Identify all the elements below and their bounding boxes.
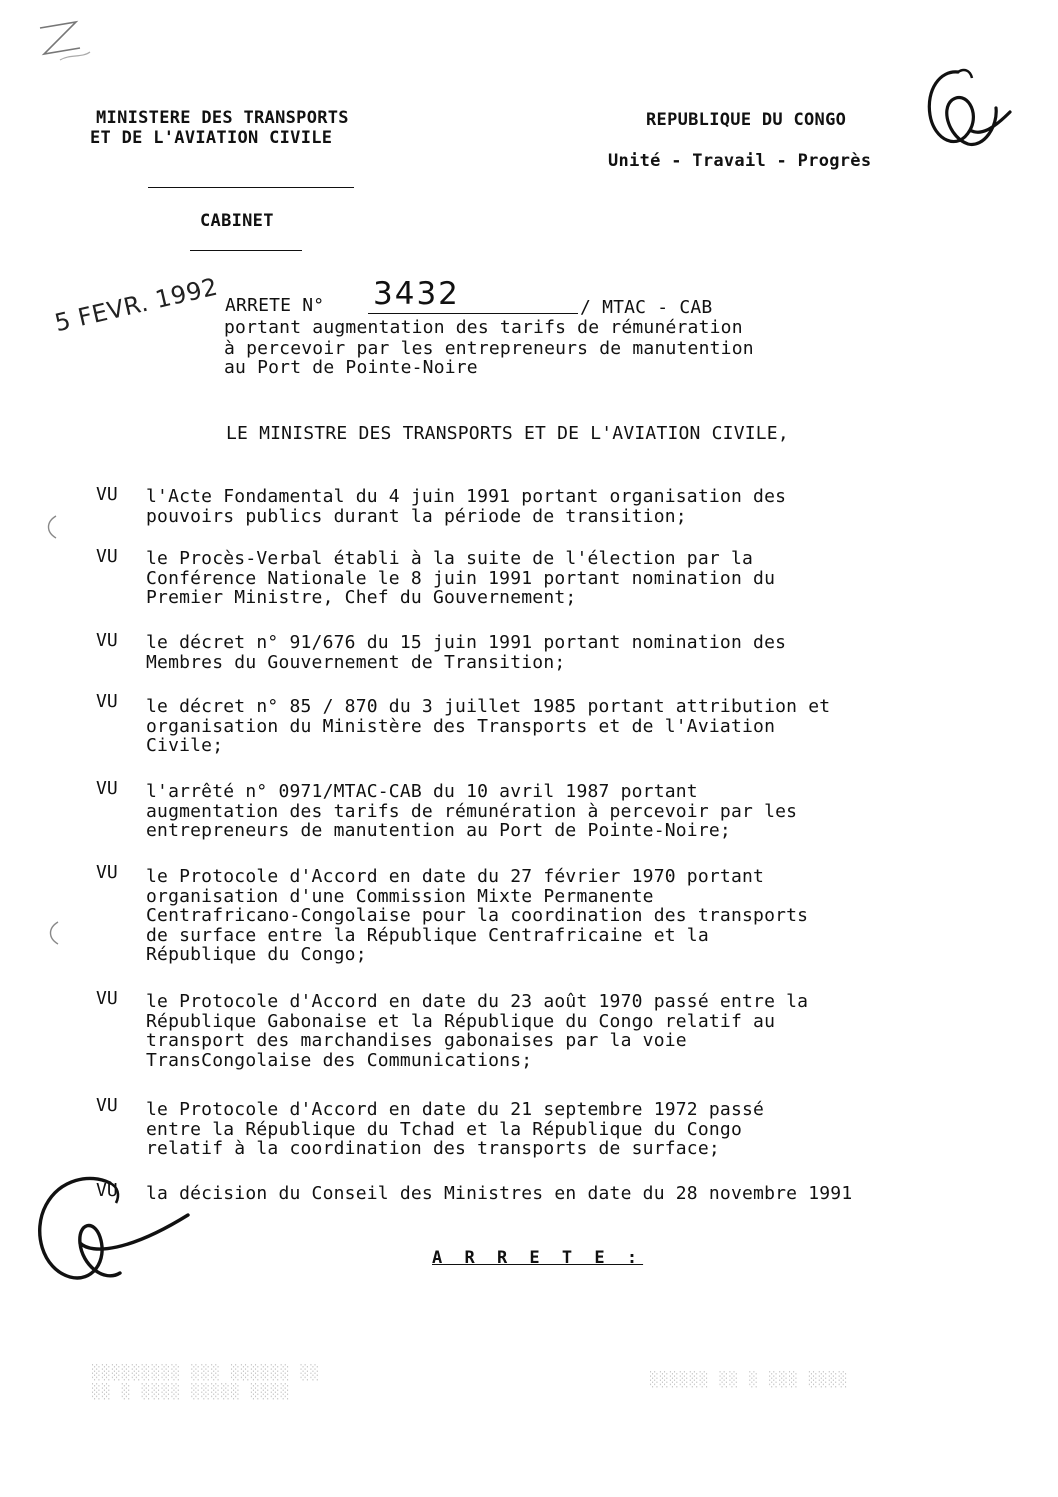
vu-label: VU xyxy=(96,1180,118,1201)
signature-bottom-left xyxy=(20,1165,210,1325)
consideration-line: relatif à la coordination des transports de surface; xyxy=(146,1138,720,1159)
consideration-line: Civile; xyxy=(146,735,224,756)
decree-title-line: à percevoir par les entrepreneurs de manutention xyxy=(224,338,754,359)
consideration-line: entre la République du Tchad et la République du Congo xyxy=(146,1118,742,1140)
consideration-line: le Procès-Verbal établi à la suite de l'élection par la xyxy=(146,548,754,569)
vu-label: VU xyxy=(96,988,118,1009)
consideration-9 xyxy=(146,1184,852,1204)
consideration-line: le Protocole d'Accord en date du 27 février 1970 portant xyxy=(146,866,765,887)
consideration-line: République Gabonaise et la République du Congo relatif au xyxy=(146,1010,776,1032)
consideration-line: entrepreneurs de manutention au Port de Pointe-Noire; xyxy=(146,820,731,841)
decree-title-line: portant augmentation des tarifs de rémunération xyxy=(224,317,743,338)
national-motto: Unité - Travail - Progrès xyxy=(608,151,872,171)
margin-mark xyxy=(40,512,60,542)
consideration-line: République du Congo; xyxy=(146,944,367,965)
signature-top-right xyxy=(900,60,1020,170)
consideration-line: l'Acte Fondamental du 4 juin 1991 portant organisation des xyxy=(146,486,787,507)
consideration-line: pouvoirs publics durant la période de transition; xyxy=(146,505,687,527)
consideration-2 xyxy=(146,549,775,608)
vu-label: VU xyxy=(96,1095,118,1116)
consideration-line: Premier Ministre, Chef du Gouvernement; xyxy=(146,587,577,608)
consideration-line: Centrafricano-Congolaise pour la coordination des transports xyxy=(146,905,809,926)
consideration-line: organisation d'une Commission Mixte Permanente xyxy=(146,885,654,907)
consideration-line: Membres du Gouvernement de Transition; xyxy=(146,651,566,673)
consideration-line: transport des marchandises gabonaises par la voie xyxy=(146,1030,687,1051)
bleed-through-text: ░░░░░░ ░░ ░ ░░░ ░░░░ xyxy=(650,1372,849,1388)
consideration-8 xyxy=(146,1100,764,1159)
arrete-heading: A R R E T E : xyxy=(432,1248,644,1268)
ministry-name-line2: ET DE L'AVIATION CIVILE xyxy=(90,128,333,148)
vu-label: VU xyxy=(96,484,118,505)
consideration-3 xyxy=(146,633,786,672)
vu-label: VU xyxy=(96,630,118,651)
consideration-line: le Protocole d'Accord en date du 21 septembre 1972 passé xyxy=(146,1099,765,1120)
bleed-through-text: ░░ ░ ░░░░ ░░░░░ ░░░░ xyxy=(92,1384,291,1400)
republic-name: REPUBLIQUE DU CONGO xyxy=(646,110,847,130)
vu-label: VU xyxy=(96,546,118,567)
consideration-line: le Protocole d'Accord en date du 23 août 1970 passé entre la xyxy=(146,991,809,1012)
consideration-7 xyxy=(146,992,808,1070)
consideration-6 xyxy=(146,867,808,965)
consideration-line: le décret n° 91/676 du 15 juin 1991 portant nomination des xyxy=(146,632,787,653)
header-rule-2 xyxy=(190,250,302,251)
vu-label: VU xyxy=(96,862,118,883)
consideration-line: de surface entre la République Centrafricaine et la xyxy=(146,924,709,946)
decree-label: ARRETE N° xyxy=(225,295,325,316)
date-stamp: 5 FEVR. 1992 xyxy=(52,272,221,338)
corner-initials-mark xyxy=(30,14,110,74)
consideration-line: l'arrêté n° 0971/MTAC-CAB du 10 avril 1987 portant xyxy=(146,781,698,802)
cabinet-label: CABINET xyxy=(200,211,274,231)
minister-line: LE MINISTRE DES TRANSPORTS ET DE L'AVIATION CIVILE, xyxy=(226,423,789,444)
consideration-line: TransCongolaise des Communications; xyxy=(146,1049,533,1071)
decree-number-underline xyxy=(368,313,578,314)
bleed-through-text: ░░░░░░░░░ ░░░ ░░░░░░ ░░ xyxy=(92,1365,321,1381)
consideration-line: la décision du Conseil des Ministres en date du 28 novembre 1991 xyxy=(146,1183,853,1204)
ministry-name-line1: MINISTERE DES TRANSPORTS xyxy=(96,108,349,128)
consideration-line: organisation du Ministère des Transports et de l'Aviation xyxy=(146,715,776,737)
header-rule-1 xyxy=(148,187,354,188)
consideration-5 xyxy=(146,782,797,841)
decree-title-line: au Port de Pointe-Noire xyxy=(224,357,478,378)
vu-label: VU xyxy=(96,691,118,712)
decree-number: 3432 xyxy=(373,276,460,312)
consideration-line: augmentation des tarifs de rémunération à percevoir par les xyxy=(146,800,798,822)
consideration-4 xyxy=(146,697,830,756)
margin-mark xyxy=(42,918,62,948)
consideration-line: Conférence Nationale le 8 juin 1991 portant nomination du xyxy=(146,567,776,589)
decree-suffix: / MTAC - CAB xyxy=(580,297,713,318)
vu-label: VU xyxy=(96,778,118,799)
consideration-1 xyxy=(146,487,786,526)
consideration-line: le décret n° 85 / 870 du 3 juillet 1985 portant attribution et xyxy=(146,696,831,717)
